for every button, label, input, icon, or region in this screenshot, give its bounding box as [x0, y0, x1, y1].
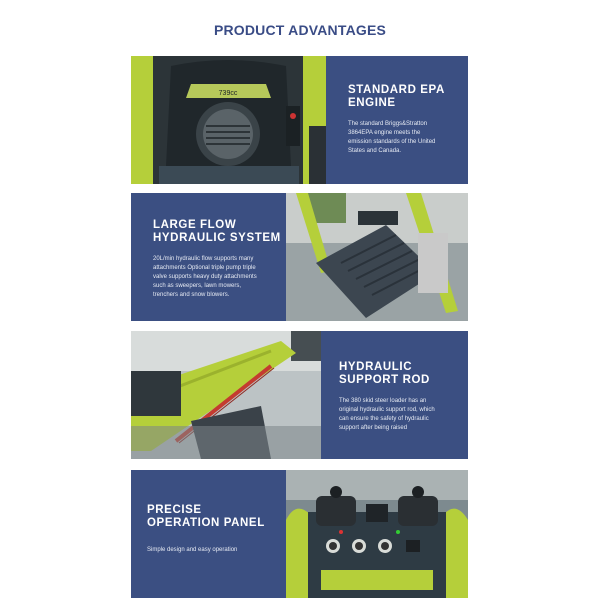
feature-engine — [131, 56, 468, 184]
feature-hydraulic-system — [131, 193, 468, 321]
section-heading: LARGE FLOW HYDRAULIC SYSTEM — [153, 219, 281, 244]
hydraulic-text-panel — [131, 193, 286, 321]
feature-support-rod — [131, 331, 468, 459]
operation-text-panel — [131, 470, 286, 598]
page-title: PRODUCT ADVANTAGES — [213, 22, 387, 38]
engine-photo — [131, 56, 326, 184]
section-heading: STANDARD EPA ENGINE — [348, 84, 445, 109]
section-heading: HYDRAULIC SUPPORT ROD — [339, 361, 430, 386]
operation-panel-photo — [286, 470, 468, 598]
section-description: The standard Briggs&Stratton 3864EPA engine meets the emission standards of the United States and Canada. — [348, 121, 436, 154]
support-rod-text-panel — [321, 331, 468, 459]
hydraulic-photo — [286, 193, 468, 321]
section-description: 20L/min hydraulic flow supports many attachments Optional triple pump triple valve supports heavy duty attachments such as sweepers, lawn mowers, trenchers and snow blowers. — [153, 256, 257, 298]
feature-operation-panel — [131, 470, 468, 598]
section-heading: PRECISE OPERATION PANEL — [147, 504, 265, 529]
engine-displacement-label: 739cc — [218, 90, 238, 97]
section-description: The 380 skid steer loader has an original hydraulic support rod, which can ensure the safety of hydraulic support after being raised — [339, 398, 435, 431]
section-description: Simple design and easy operation — [147, 547, 238, 553]
support-rod-photo — [131, 331, 321, 459]
engine-text-panel — [326, 56, 468, 184]
